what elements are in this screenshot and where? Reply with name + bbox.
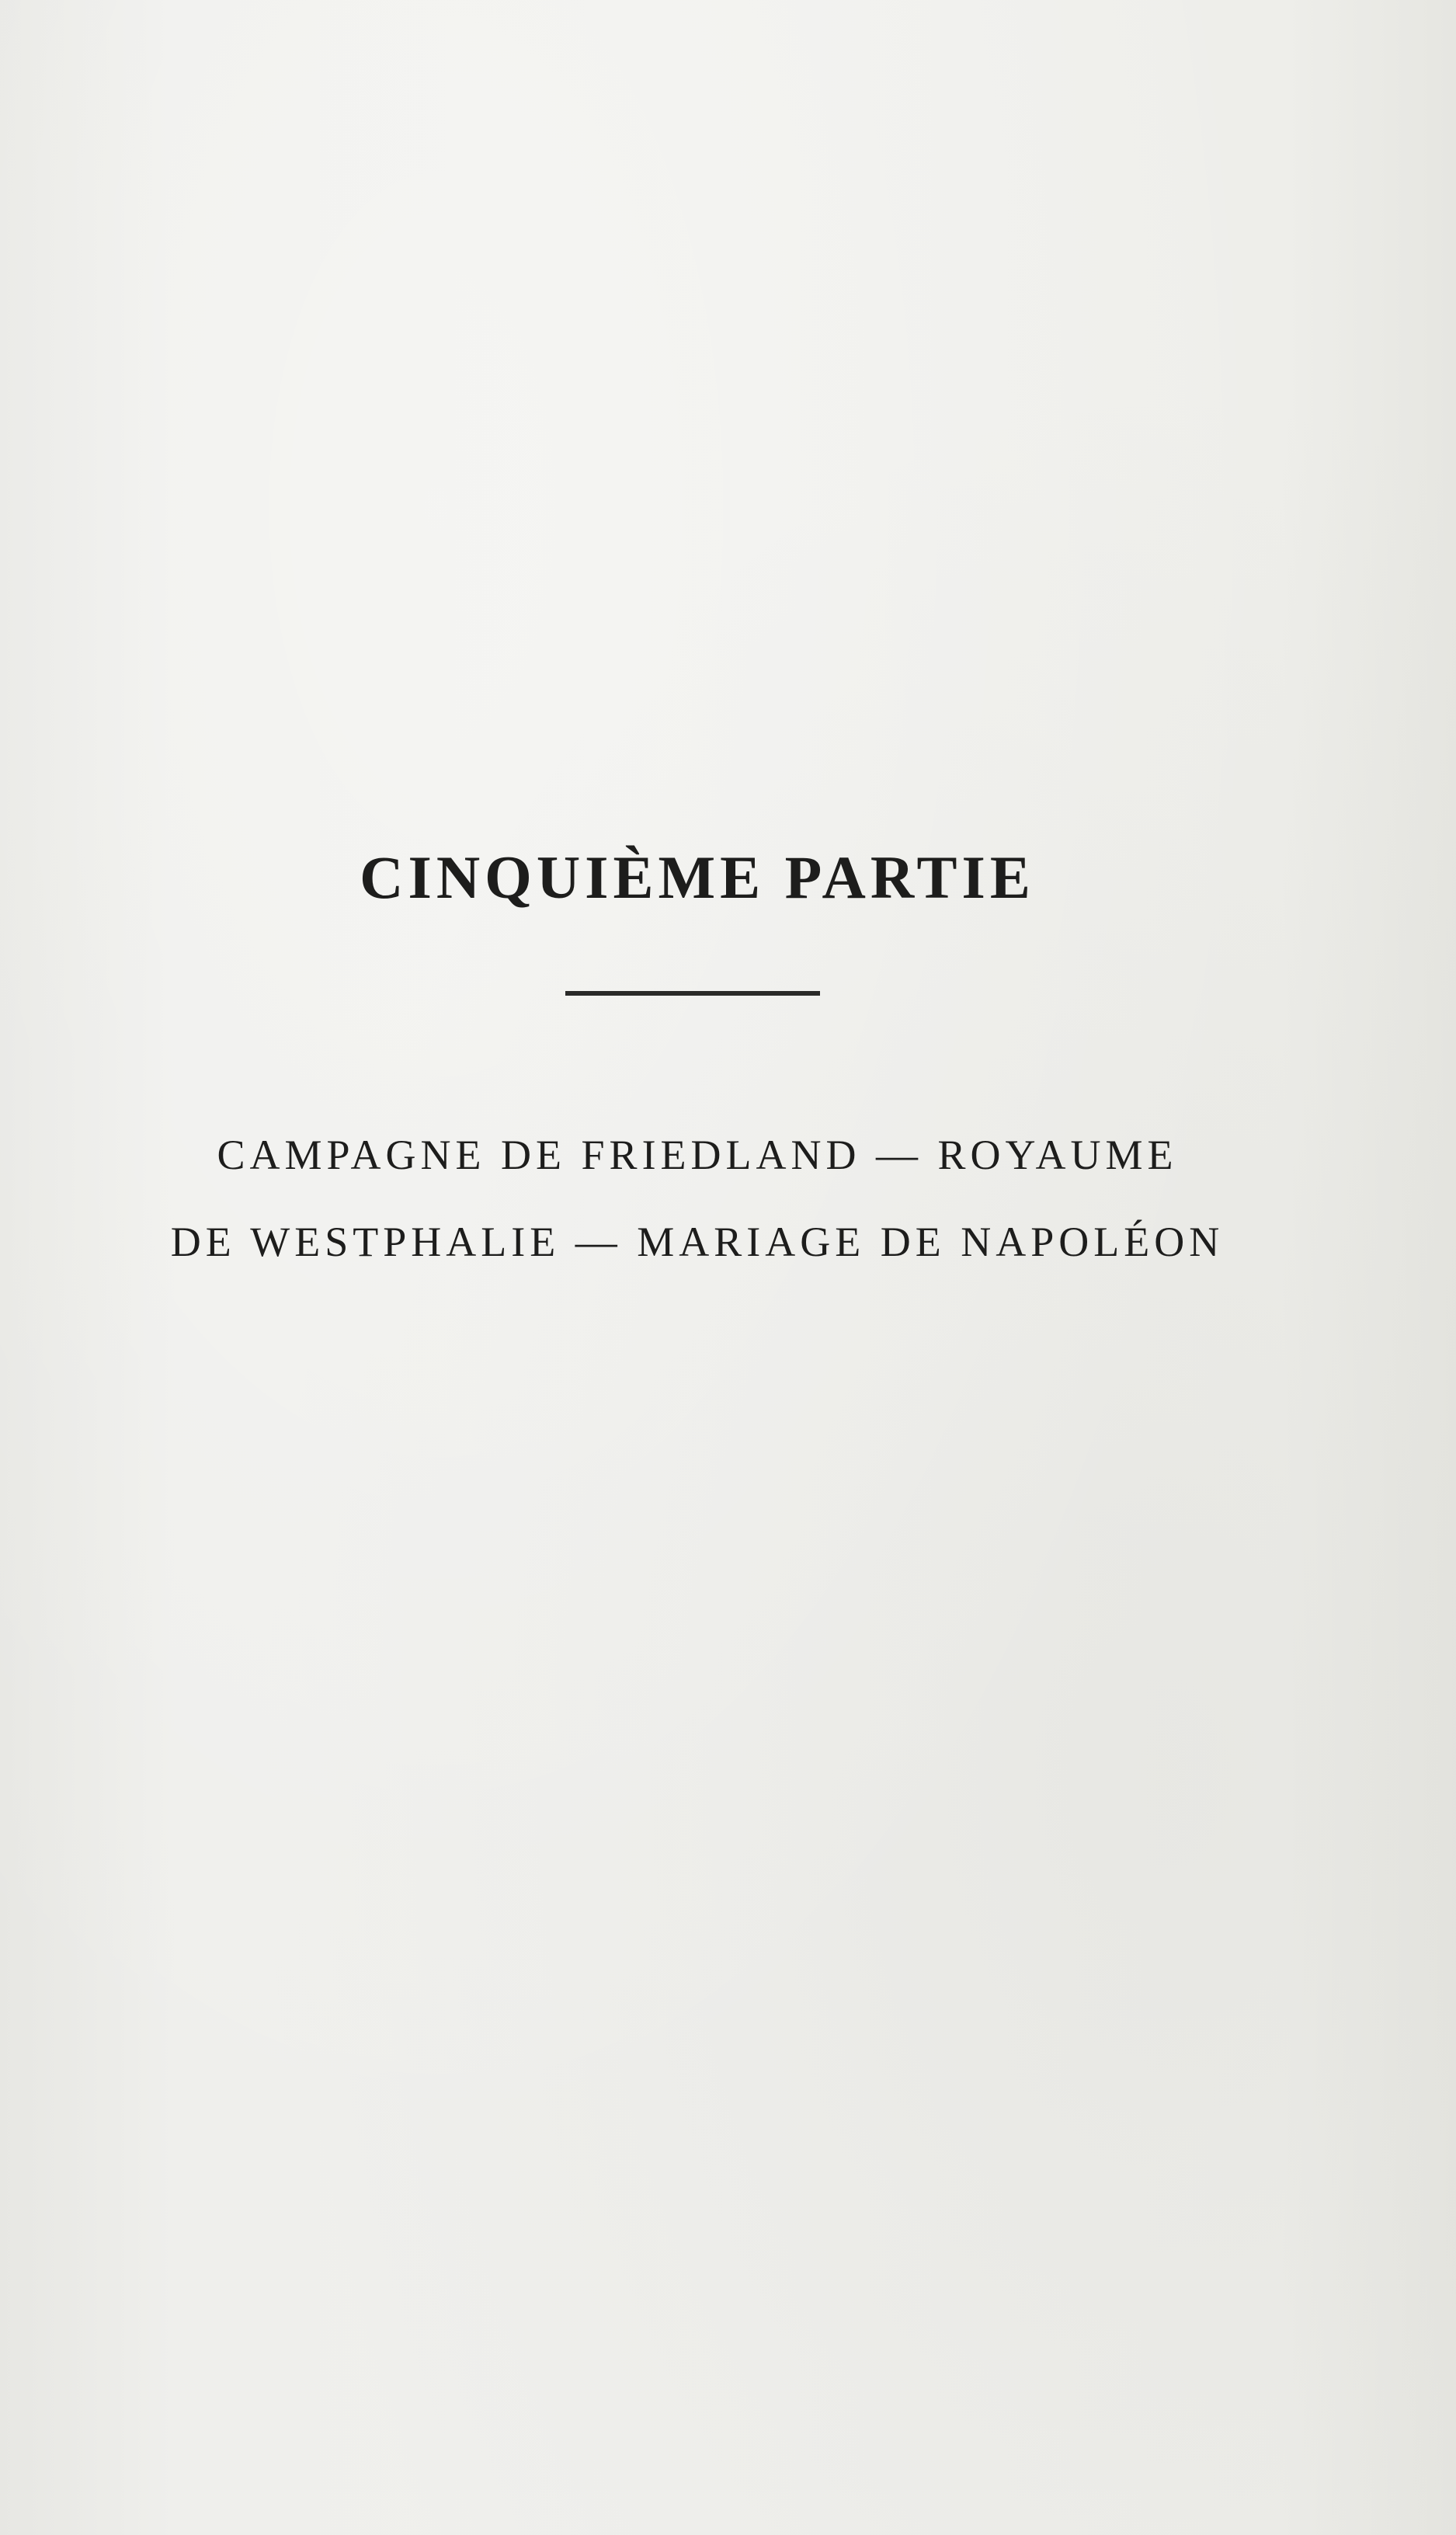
- title-rule-divider: [565, 991, 820, 996]
- subtitle-line-1: CAMPAGNE DE FRIEDLAND — ROYAUME: [217, 1132, 1178, 1178]
- part-title: CINQUIÈME PARTIE: [360, 843, 1035, 911]
- subtitle-line-2: DE WESTPHALIE — MARIAGE DE NAPOLÉON: [170, 1219, 1225, 1265]
